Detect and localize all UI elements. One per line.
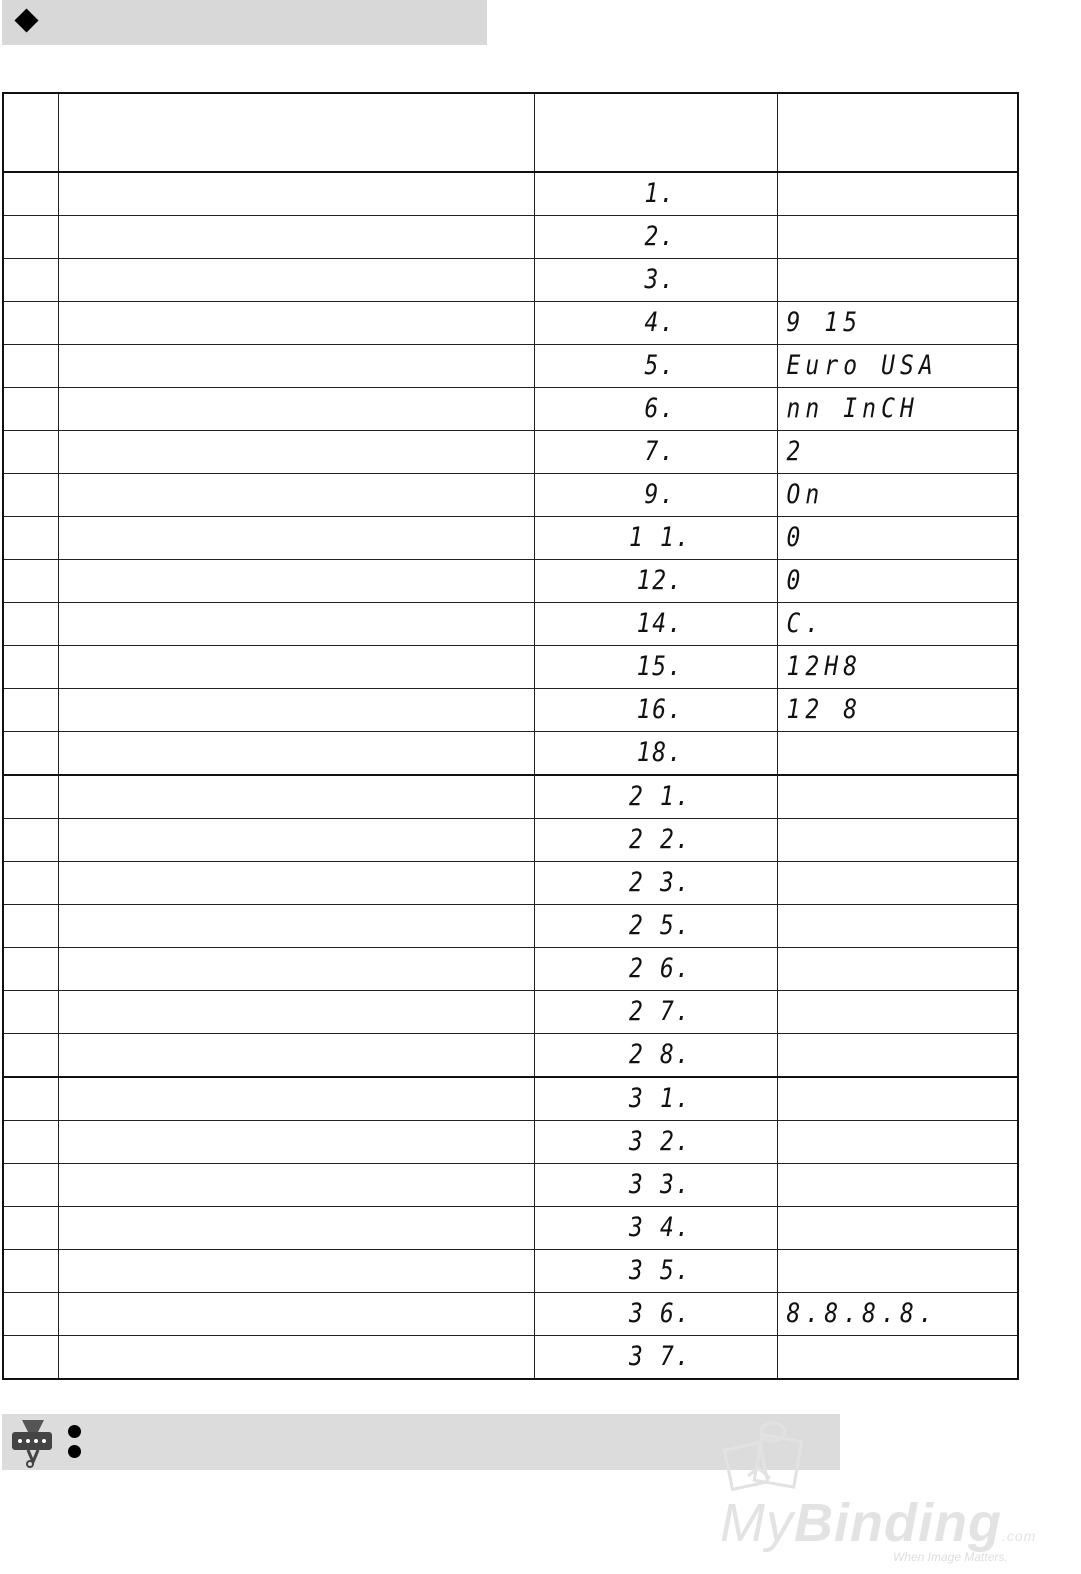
table-row [3,862,1018,905]
display-value: On [786,479,824,510]
row-number-cell [3,1164,58,1207]
row-value-cell [777,1121,1018,1164]
note-bullet [68,1425,81,1438]
row-code-cell [534,216,777,259]
display-code: 2 5. [628,910,691,941]
row-description-cell [58,603,534,646]
row-number-cell [3,560,58,603]
display-value: 12 8 [786,694,862,725]
display-code: 2 8. [628,1039,691,1070]
row-value-cell [777,1164,1018,1207]
row-code-cell [534,1034,777,1078]
row-code-cell [534,1164,777,1207]
row-number-cell [3,259,58,302]
row-description-cell [58,1164,534,1207]
display-code: 2 2. [628,824,691,855]
row-code-cell [534,819,777,862]
row-value-cell [777,259,1018,302]
table-row [3,1077,1018,1121]
row-description-cell [58,689,534,732]
row-number-cell [3,388,58,431]
row-code-cell [534,1207,777,1250]
row-description-cell [58,1121,534,1164]
row-value-cell [777,862,1018,905]
row-number-cell [3,689,58,732]
diamond-icon [14,8,38,32]
table-row [3,646,1018,689]
row-code-cell [534,689,777,732]
row-description-cell [58,948,534,991]
row-code-cell [534,603,777,646]
display-code: 9. [643,479,676,510]
display-code: 3 4. [628,1212,691,1243]
table-row [3,991,1018,1034]
row-value-cell [777,1207,1018,1250]
settings-table [2,92,1019,1380]
display-value: 9 15 [786,307,862,338]
row-value-cell [777,431,1018,474]
row-number-cell [3,732,58,776]
row-number-cell [3,431,58,474]
row-number-cell [3,1293,58,1336]
row-code-cell [534,517,777,560]
display-code: 2 7. [628,996,691,1027]
row-description-cell [58,646,534,689]
display-value: 12H8 [786,651,862,682]
row-code-cell [534,560,777,603]
table-row [3,689,1018,732]
row-description-cell [58,1336,534,1380]
row-code-cell [534,862,777,905]
row-number-cell [3,216,58,259]
row-code-cell [534,732,777,776]
row-code-cell [534,775,777,819]
row-number-cell [3,517,58,560]
row-description-cell [58,732,534,776]
row-number-cell [3,474,58,517]
row-value-cell [777,646,1018,689]
row-code-cell [534,431,777,474]
table-row [3,905,1018,948]
row-description-cell [58,1077,534,1121]
row-number-cell [3,646,58,689]
table-row [3,431,1018,474]
row-number-cell [3,603,58,646]
display-code: 2 1. [628,781,691,812]
row-number-cell [3,1034,58,1078]
display-value: 0 [786,522,805,553]
display-code: 14. [636,608,683,639]
row-description-cell [58,388,534,431]
row-value-cell [777,905,1018,948]
note-icon [8,1418,58,1468]
display-code: 3 3. [628,1169,691,1200]
row-value-cell [777,1293,1018,1336]
table-row [3,732,1018,776]
watermark-tagline: When Image Matters. [893,1550,1008,1564]
row-code-cell [534,345,777,388]
display-code: 15. [636,651,683,682]
row-value-cell [777,1250,1018,1293]
display-code: 3 7. [628,1341,691,1372]
row-number-cell [3,1077,58,1121]
row-description-cell [58,172,534,216]
row-description-cell [58,1034,534,1078]
table-row [3,1121,1018,1164]
table-row [3,775,1018,819]
watermark-binder-icon [718,1416,838,1496]
row-value-cell [777,1034,1018,1078]
row-value-cell [777,1336,1018,1380]
table-row [3,345,1018,388]
table-row [3,259,1018,302]
row-value-cell [777,819,1018,862]
table-row [3,216,1018,259]
display-value: 0 [786,565,805,596]
row-code-cell [534,948,777,991]
header-cell-description [58,93,534,172]
row-code-cell [534,1121,777,1164]
row-code-cell [534,1336,777,1380]
display-code: 3. [643,264,676,295]
row-value-cell [777,1077,1018,1121]
table-row [3,1336,1018,1380]
display-code: 5. [643,350,676,381]
row-description-cell [58,819,534,862]
header-cell-number [3,93,58,172]
row-value-cell [777,302,1018,345]
row-number-cell [3,991,58,1034]
watermark-brand: MyBinding.com [720,1493,1037,1553]
row-code-cell [534,1077,777,1121]
row-number-cell [3,905,58,948]
row-value-cell [777,474,1018,517]
row-description-cell [58,862,534,905]
row-description-cell [58,259,534,302]
table-row [3,948,1018,991]
row-description-cell [58,1207,534,1250]
table-header-row [3,93,1018,172]
row-description-cell [58,905,534,948]
table-row [3,302,1018,345]
display-value: nn InCH [786,393,919,424]
display-code: 18. [636,737,683,768]
row-code-cell [534,302,777,345]
row-number-cell [3,1121,58,1164]
row-description-cell [58,431,534,474]
display-value: 8.8.8.8. [786,1298,938,1329]
row-code-cell [534,474,777,517]
header-cell-display-code [534,93,777,172]
display-code: 3 6. [628,1298,691,1329]
row-code-cell [534,991,777,1034]
row-value-cell [777,948,1018,991]
table-row [3,1207,1018,1250]
row-description-cell [58,216,534,259]
row-code-cell [534,646,777,689]
row-number-cell [3,1207,58,1250]
table-row [3,1293,1018,1336]
row-description-cell [58,1293,534,1336]
row-number-cell [3,819,58,862]
row-value-cell [777,388,1018,431]
row-code-cell [534,388,777,431]
row-value-cell [777,991,1018,1034]
table-row [3,1164,1018,1207]
row-value-cell [777,172,1018,216]
row-description-cell [58,775,534,819]
row-number-cell [3,302,58,345]
table-row [3,1250,1018,1293]
display-code: 2 3. [628,867,691,898]
display-code: 6. [643,393,676,424]
row-number-cell [3,948,58,991]
display-code: 16. [636,694,683,725]
row-number-cell [3,172,58,216]
note-bullet [68,1445,81,1458]
row-code-cell [534,1250,777,1293]
row-description-cell [58,474,534,517]
row-description-cell [58,345,534,388]
display-code: 3 2. [628,1126,691,1157]
row-number-cell [3,862,58,905]
row-description-cell [58,302,534,345]
table-row [3,603,1018,646]
table-row [3,388,1018,431]
display-code: 1 1. [628,522,691,553]
row-description-cell [58,991,534,1034]
row-description-cell [58,560,534,603]
row-code-cell [534,905,777,948]
row-value-cell [777,345,1018,388]
note-bar [2,1414,840,1470]
display-code: 1. [643,178,676,209]
table-row [3,819,1018,862]
row-code-cell [534,259,777,302]
display-value: C. [786,608,824,639]
table-row [3,560,1018,603]
table-row [3,474,1018,517]
row-value-cell [777,689,1018,732]
display-code: 2. [643,221,676,252]
row-number-cell [3,345,58,388]
row-code-cell [534,1293,777,1336]
display-code: 12. [636,565,683,596]
table-row [3,1034,1018,1078]
row-value-cell [777,732,1018,776]
row-number-cell [3,775,58,819]
display-code: 3 1. [628,1083,691,1114]
display-value: Euro USA [786,350,938,381]
display-code: 7. [643,436,676,467]
row-value-cell [777,560,1018,603]
row-value-cell [777,517,1018,560]
display-value: 2 [786,436,805,467]
row-value-cell [777,216,1018,259]
display-code: 2 6. [628,953,691,984]
display-code: 4. [643,307,676,338]
row-value-cell [777,603,1018,646]
row-number-cell [3,1250,58,1293]
row-code-cell [534,172,777,216]
row-description-cell [58,517,534,560]
row-description-cell [58,1250,534,1293]
header-cell-options [777,93,1018,172]
row-number-cell [3,1336,58,1380]
table-row [3,517,1018,560]
table-row [3,172,1018,216]
row-value-cell [777,775,1018,819]
section-header-bar [2,0,487,45]
table-body [3,172,1018,1379]
display-code: 3 5. [628,1255,691,1286]
